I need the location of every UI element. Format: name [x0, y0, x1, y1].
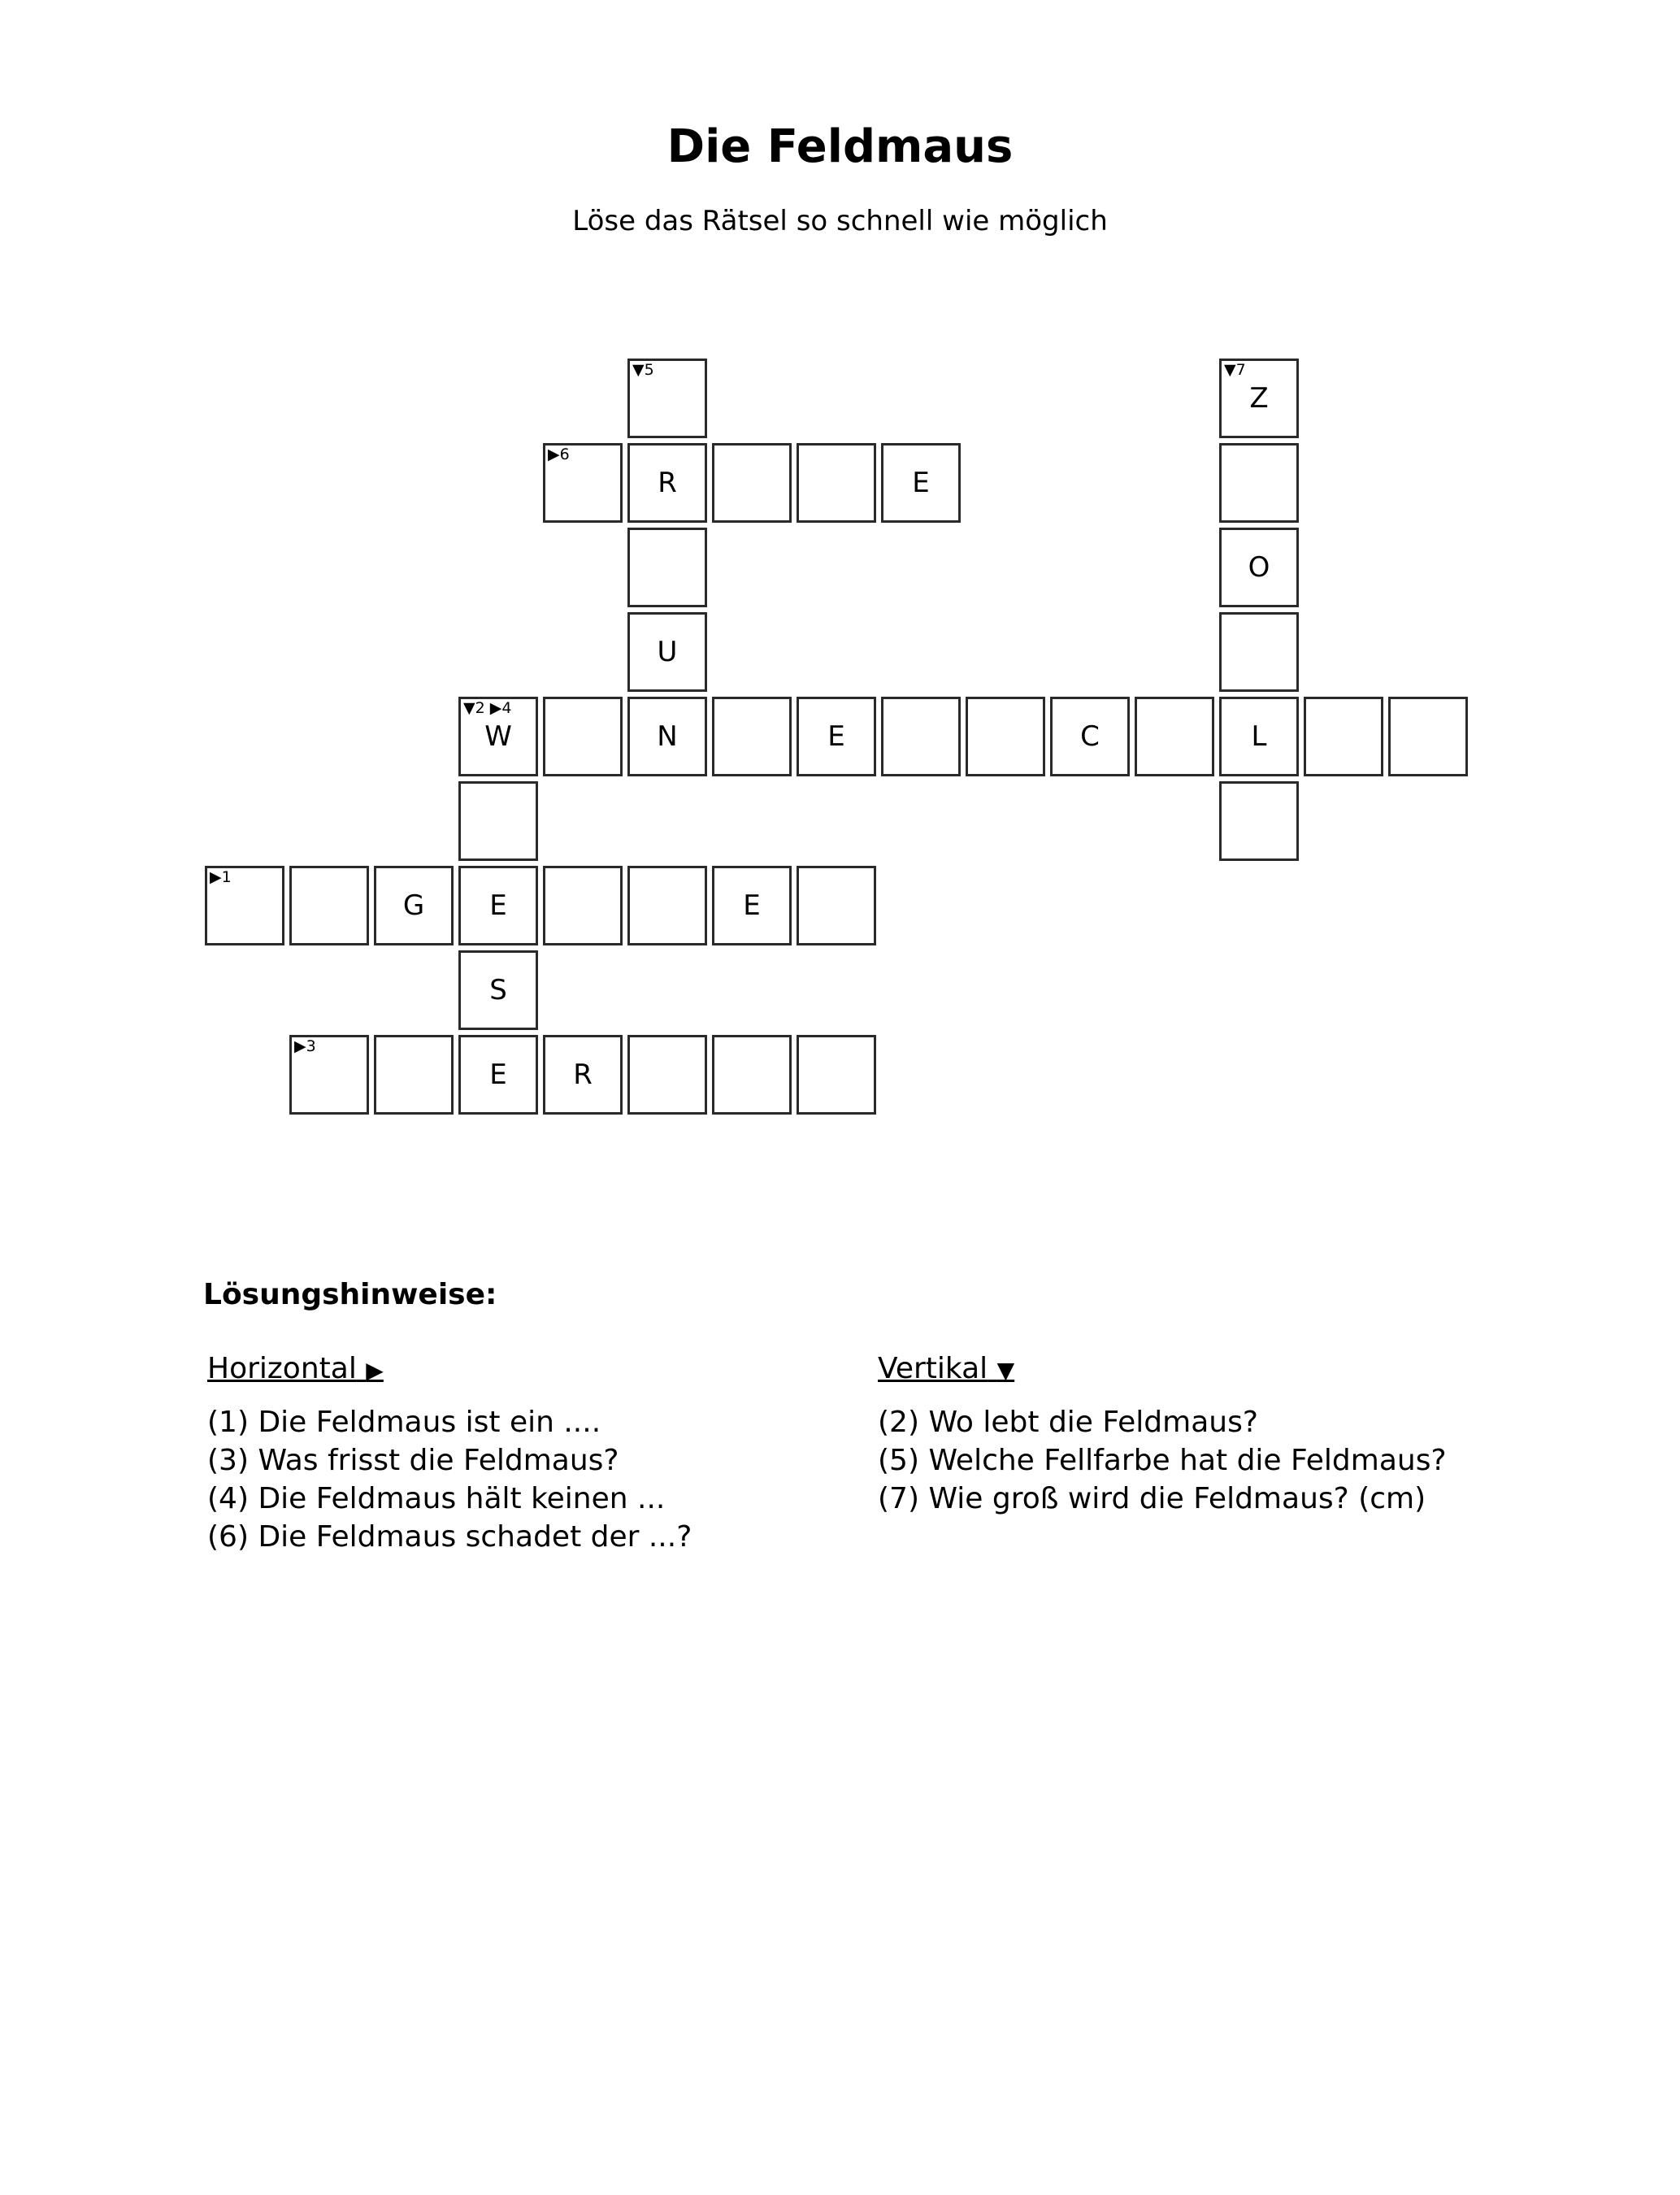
crossword-cell[interactable] [1219, 697, 1299, 776]
crossword-cell[interactable] [966, 697, 1045, 776]
cell-letter: O [1248, 551, 1270, 584]
clue-number: ▼5 [632, 361, 654, 379]
clue-horizontal-6: (6) Die Feldmaus schadet der ...? [207, 1520, 692, 1554]
crossword-cell[interactable] [1219, 781, 1299, 861]
crossword-cell[interactable] [797, 866, 876, 945]
crossword-cell[interactable] [458, 950, 538, 1030]
crossword-cell[interactable] [1219, 443, 1299, 523]
vertical-clues [878, 1351, 1447, 1518]
crossword-cell[interactable] [458, 697, 538, 776]
crossword-cell[interactable] [881, 697, 961, 776]
clue-horizontal-1: (1) Die Feldmaus ist ein .... [207, 1406, 601, 1439]
clue-number: ▼2 ▶4 [463, 699, 512, 717]
crossword-cell[interactable] [712, 443, 792, 523]
crossword-cell[interactable] [797, 1035, 876, 1115]
cell-letter: S [489, 974, 507, 1006]
crossword-cell[interactable] [205, 866, 284, 945]
clue-horizontal-3: (3) Was frisst die Feldmaus? [207, 1444, 619, 1477]
horizontal-heading [207, 1351, 692, 1389]
crossword-cell[interactable] [712, 866, 792, 945]
crossword-cell[interactable] [543, 443, 623, 523]
crossword-cell[interactable] [458, 1035, 538, 1115]
cell-letter: U [657, 636, 678, 668]
crossword-cell[interactable] [881, 443, 961, 523]
crossword-cell[interactable] [797, 443, 876, 523]
cell-letter: G [402, 889, 425, 922]
cell-letter: E [743, 889, 761, 922]
crossword-cell[interactable] [627, 528, 707, 607]
cell-letter: Z [1249, 382, 1269, 415]
horizontal-heading-label: Horizontal [207, 1352, 357, 1385]
crossword-cell[interactable] [627, 359, 707, 438]
crossword-cell[interactable] [1304, 697, 1383, 776]
horizontal-clues [207, 1351, 692, 1556]
crossword-cell[interactable] [543, 697, 623, 776]
clue-horizontal-4: (4) Die Feldmaus hält keinen ... [207, 1482, 666, 1515]
crossword-cell[interactable] [1219, 528, 1299, 607]
crossword-cell[interactable] [627, 866, 707, 945]
crossword-cell[interactable] [627, 697, 707, 776]
crossword-cell[interactable] [374, 866, 454, 945]
page-subtitle: Löse das Rätsel so schnell wie möglich [572, 205, 1108, 237]
clue-vertical-2: (2) Wo lebt die Feldmaus? [878, 1406, 1258, 1439]
crossword-cell[interactable] [1219, 612, 1299, 692]
cell-letter: E [827, 720, 845, 753]
cell-letter: N [657, 720, 678, 753]
cell-letter: C [1080, 720, 1100, 753]
clue-number: ▶1 [210, 868, 232, 886]
cell-letter: E [912, 467, 930, 499]
vertical-heading-label: Vertikal [878, 1352, 988, 1385]
crossword-cell[interactable] [543, 866, 623, 945]
crossword-cell[interactable] [1135, 697, 1214, 776]
crossword-cell[interactable] [1050, 697, 1130, 776]
crossword-cell[interactable] [374, 1035, 454, 1115]
clue-number: ▶3 [294, 1037, 316, 1055]
vertical-heading [878, 1351, 1447, 1389]
crossword-cell[interactable] [543, 1035, 623, 1115]
cell-letter: R [573, 1058, 593, 1091]
crossword-cell[interactable] [289, 866, 369, 945]
crossword-cell[interactable] [458, 781, 538, 861]
crossword-cell[interactable] [712, 697, 792, 776]
clue-vertical-5: (5) Welche Fellfarbe hat die Feldmaus? [878, 1444, 1447, 1477]
cell-letter: L [1251, 720, 1267, 753]
crossword-cell[interactable] [1219, 359, 1299, 438]
page-title: Die Feldmaus [666, 120, 1014, 173]
clue-vertical-7: (7) Wie groß wird die Feldmaus? (cm) [878, 1482, 1426, 1515]
down-arrow-icon: ▼ [996, 1357, 1015, 1384]
crossword-cell[interactable] [797, 697, 876, 776]
hints-heading: Lösungshinweise: [203, 1278, 497, 1311]
cell-letter: R [658, 467, 677, 499]
crossword-cell[interactable] [627, 443, 707, 523]
cell-letter: E [489, 889, 507, 922]
cell-letter: W [484, 720, 512, 753]
clue-number: ▶6 [548, 446, 570, 463]
crossword-cell[interactable] [289, 1035, 369, 1115]
crossword-cell[interactable] [627, 1035, 707, 1115]
crossword-cell[interactable] [627, 612, 707, 692]
right-arrow-icon: ▶ [366, 1357, 384, 1384]
clue-number: ▼7 [1224, 361, 1246, 379]
crossword-cell[interactable] [458, 866, 538, 945]
crossword-cell[interactable] [712, 1035, 792, 1115]
crossword-cell[interactable] [1388, 697, 1468, 776]
cell-letter: E [489, 1058, 507, 1091]
